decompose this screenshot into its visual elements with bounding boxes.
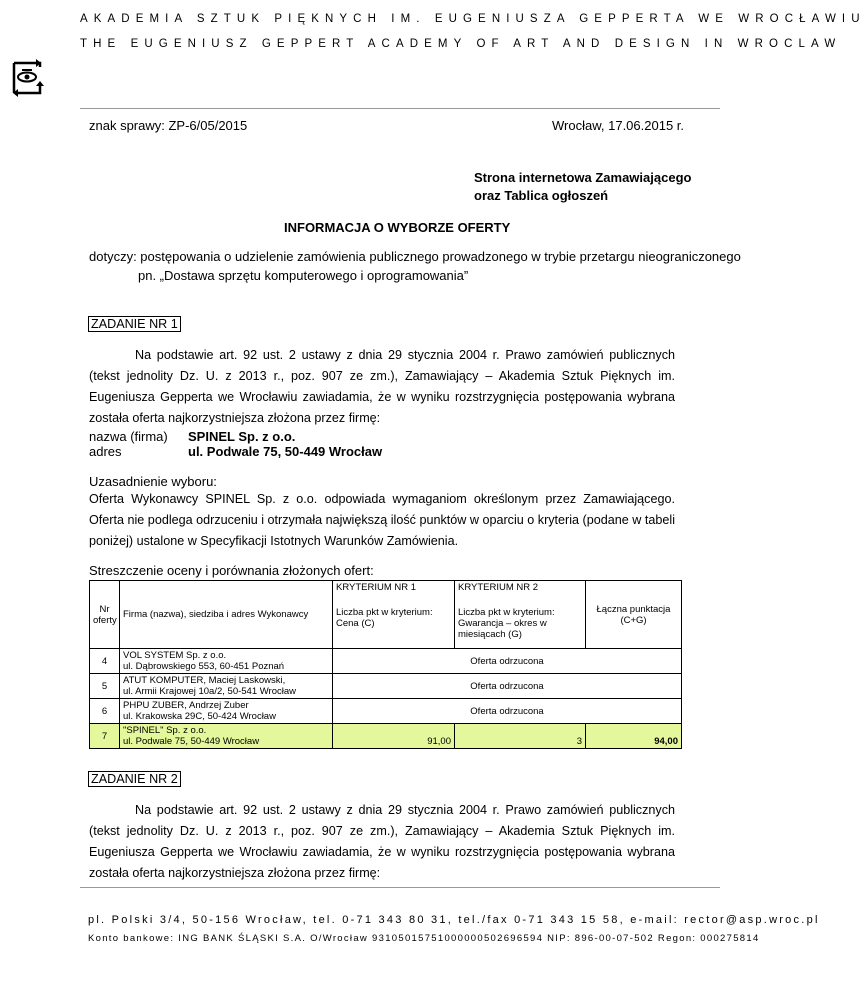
row-firm: [120, 649, 333, 674]
criterion-1-title: KRYTERIUM NR 1: [336, 582, 417, 593]
row-firm-address: ul. Podwale 75, 50-449 Wrocław: [123, 736, 260, 747]
col-firm-header: Firma (nazwa), siedziba i adres Wykonawcy: [120, 581, 333, 649]
row-total-score: 94,00: [586, 724, 682, 749]
header-line-pl: AKADEMIA SZTUK PIĘKNYCH IM. EUGENIUSZA GEPPERTA WE WROCŁAWIU: [80, 13, 866, 25]
table-row: [90, 674, 682, 699]
task-2-heading: ZADANIE NR 2: [88, 771, 181, 787]
recipient-line-1: Strona internetowa Zamawiającego: [474, 170, 692, 185]
row-firm-name: VOL SYSTEM Sp. z o.o.: [123, 650, 227, 661]
document-date: Wrocław, 17.06.2015 r.: [552, 118, 685, 133]
table-header-row: [90, 581, 682, 649]
row-criterion-1-score: 91,00: [333, 724, 455, 749]
row-firm-name: "SPINEL" Sp. z o.o.: [123, 725, 207, 736]
table-row: [90, 699, 682, 724]
row-firm-address: ul. Krakowska 29C, 50-424 Wrocław: [123, 711, 276, 722]
row-firm: [120, 724, 333, 749]
row-criterion-2-score: 3: [455, 724, 586, 749]
criterion-1-subtitle: Liczba pkt w kryterium: Cena (C): [336, 607, 433, 629]
row-nr: 4: [90, 649, 120, 674]
row-firm-address: ul. Armii Krajowej 10a/2, 50-541 Wrocław: [123, 686, 297, 697]
header-line-en: THE EUGENIUSZ GEPPERT ACADEMY OF ART AND DESIGN IN WROCLAW: [80, 38, 842, 50]
task-1-heading: ZADANIE NR 1: [88, 316, 181, 332]
justification-label: Uzasadnienie wyboru:: [89, 474, 217, 489]
winner-address: ul. Podwale 75, 50-449 Wrocław: [188, 444, 383, 459]
task-2-body-text: Na podstawie art. 92 ust. 2 ustawy z dnia 29 stycznia 2004 r. Prawo zamówień publicznych (tekst jednolity Dz. U. z 2013 r., poz. 907 ze zm.), Zamawiający – Akademia Sztuk Pięknych im. Eugeniusza Gepperta we Wrocławiu zawiadamia, że w wyniku rozstrzygnięcia postępowania wybrana została oferta najkorzystniejsza złożona przez firmę:: [89, 803, 675, 880]
row-nr: 7: [90, 724, 120, 749]
subject-line-2: pn. „Dostawa sprzętu komputerowego i oprogramowania”: [138, 268, 469, 283]
summary-label: Streszczenie oceny i porównania złożonych ofert:: [89, 563, 374, 578]
col-criterion-2-header: [455, 581, 586, 649]
criterion-2-subtitle: Liczba pkt w kryterium: Gwarancja – okres w miesiącach (G): [458, 607, 555, 640]
recipient-line-2: oraz Tablica ogłoszeń: [474, 188, 609, 203]
task-1-body-text: Na podstawie art. 92 ust. 2 ustawy z dnia 29 stycznia 2004 r. Prawo zamówień publicznych (tekst jednolity Dz. U. z 2013 r., poz. 907 ze zm.), Zamawiający – Akademia Sztuk Pięknych im. Eugeniusza Gepperta we Wrocławiu zawiadamia, że w wyniku rozstrzygnięcia postępowania wybrana została oferta najkorzystniejsza złożona przez firmę:: [89, 348, 675, 425]
subject-line-1: dotyczy: postępowania o udzielenie zamówienia publicznego prowadzonego w trybie przetargu nieograniczonego: [89, 249, 741, 264]
justification-text: Oferta Wykonawcy SPINEL Sp. z o.o. odpowiada wymaganiom określonym przez Zamawiającego. Oferta nie podlega odrzuceniu i otrzymała największą ilość punktów w oparciu o kryteria (podane w tabeli poniżej) ustalone w Specyfikacji Istotnych Warunków Zamówienia.: [89, 492, 675, 548]
footer-bank: Konto bankowe: ING BANK ŚLĄSKI S.A. O/Wrocław 93105015751000000502696594 NIP: 896-00-07-502 Regon: 000275814: [88, 933, 760, 944]
task-1-body: [89, 345, 675, 429]
name-label: nazwa (firma): [89, 429, 168, 444]
row-firm-name: ATUT KOMPUTER, Maciej Laskowski,: [123, 675, 286, 686]
task-2-body: [89, 800, 675, 884]
comparison-table: [89, 580, 682, 749]
document-title: INFORMACJA O WYBORZE OFERTY: [284, 220, 511, 235]
row-firm: [120, 699, 333, 724]
col-criterion-1-header: [333, 581, 455, 649]
row-nr: 6: [90, 699, 120, 724]
winner-name: SPINEL Sp. z o.o.: [188, 429, 296, 444]
footer-divider: [80, 887, 720, 888]
address-label: adres: [89, 444, 122, 459]
row-firm: [120, 674, 333, 699]
table-row: [90, 649, 682, 674]
header-divider: [80, 108, 720, 109]
row-nr: 5: [90, 674, 120, 699]
table-row-selected: [90, 724, 682, 749]
footer-contact: pl. Polski 3/4, 50-156 Wrocław, tel. 0-71 343 80 31, tel./fax 0-71 343 15 58, e-mail: rector@asp.wroc.pl: [88, 914, 820, 926]
row-rejected: Oferta odrzucona: [333, 699, 682, 724]
academy-logo-icon: [10, 55, 44, 101]
row-rejected: Oferta odrzucona: [333, 649, 682, 674]
case-reference: znak sprawy: ZP-6/05/2015: [89, 118, 248, 133]
col-total-header: Łączna punktacja (C+G): [586, 581, 682, 649]
row-firm-address: ul. Dąbrowskiego 553, 60-451 Poznań: [123, 661, 285, 672]
row-firm-name: PHPU ZUBER, Andrzej Zuber: [123, 700, 249, 711]
criterion-2-title: KRYTERIUM NR 2: [458, 582, 539, 593]
row-rejected: Oferta odrzucona: [333, 674, 682, 699]
col-nr-header: Nr oferty: [90, 581, 120, 649]
